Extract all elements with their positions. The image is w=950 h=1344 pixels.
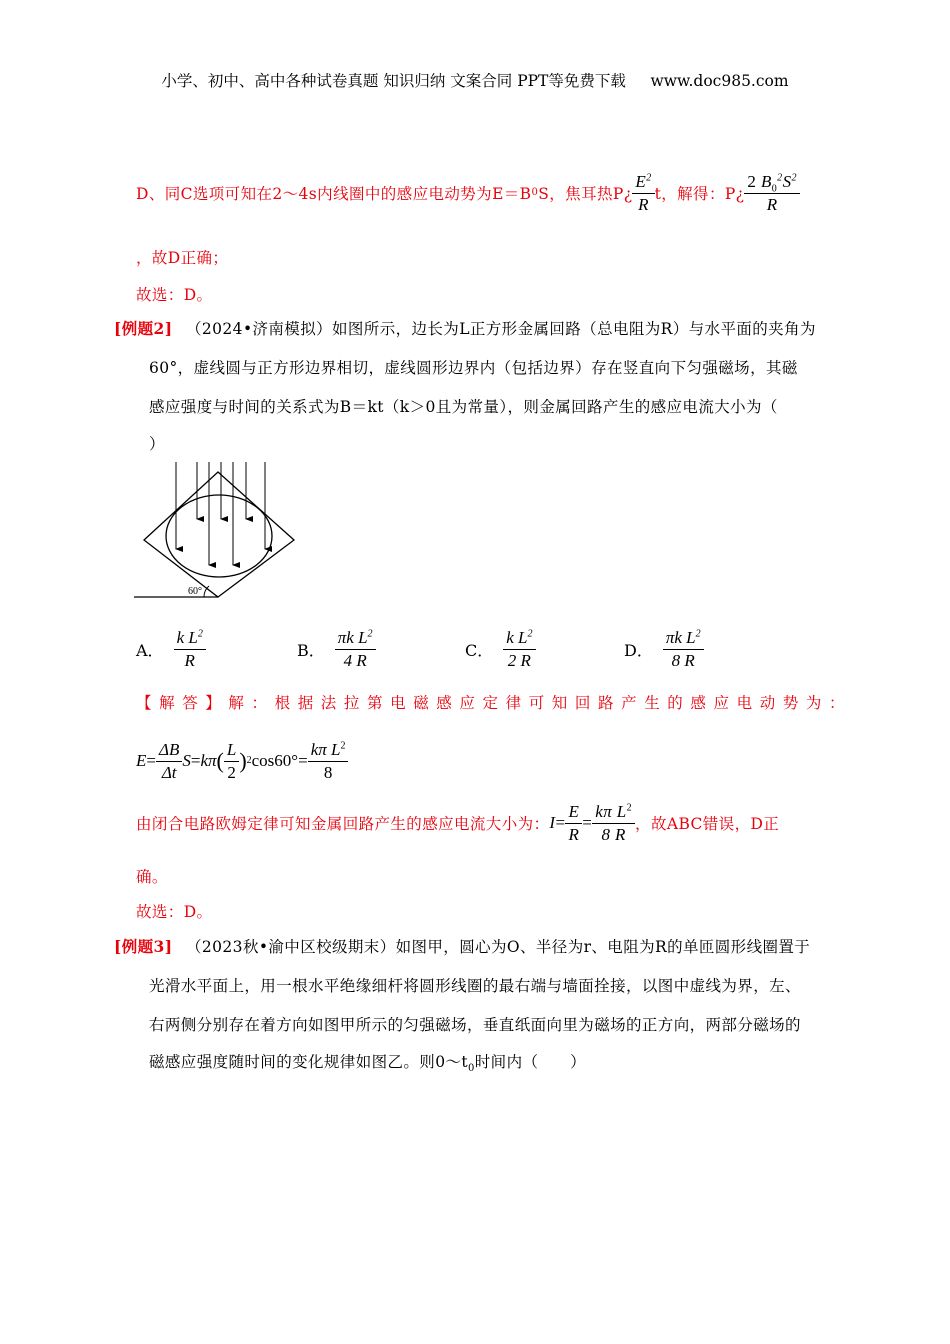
option-b-letter: B． (297, 640, 325, 660)
example-3-label: [例题3] (114, 937, 173, 956)
part-d-line: D、同C选项可知在2～4s内线圈中的感应电动势为E＝B 0 S，焦耳热P¿ $\frac{E^2}{R}$ t，解得：P¿ $\frac{2 B_0^2S^2}{R}$ (136, 172, 800, 214)
example-2-line-1: （2024•济南模拟）如图所示，边长为L正方形金属回路（总电阻为R）与水平面的夹角为 (186, 320, 816, 338)
option-d-formula: $\frac{\pi k L^2}{8 R}$ (663, 628, 704, 670)
example-3-line-2: 光滑水平面上，用一根水平绝缘细杆将圆形线圈的最右端与墙面拴接，以图中虚线为界，左、 (149, 977, 801, 995)
option-a-letter: A． (136, 640, 164, 660)
option-b[interactable] (297, 628, 376, 670)
example-2-label: [例题2] (114, 319, 173, 338)
part-d-after: t，解得：P¿ (654, 185, 745, 204)
solution-line-3: 确。 (136, 868, 168, 886)
part-d-intro: D、同C选项可知在2～4s内线圈中的感应电动势为E＝B (136, 185, 532, 204)
page-header: 小学、初中、高中各种试卷真题 知识归纳 文案合同 PPT等免费下载 www.doc985.com (161, 72, 789, 90)
option-c-letter: C． (465, 640, 494, 660)
option-a-formula: $\frac{k L^2}{R}$ (174, 628, 206, 670)
emf-equation: E = $\frac{\Delta B}{\Delta t}$ S = kπ ( $\frac{L}{2}$ ) 2 cos60° = $\frac{k\pi L^2}{8}$ (136, 740, 348, 782)
current-line: 由闭合电路欧姆定律可知金属回路产生的感应电流大小为： I = $\frac{E}{R}$ = $\frac{k\pi L^2}{8 R}$ ，故ABC错误，D正 (136, 802, 780, 844)
example-3-line-1: （2023秋•渝中区校级期末）如图甲，圆心为O、半径为r、电阻为R的单匝圆形线圈置于 (186, 938, 811, 956)
fraction-e2-over-r: $\frac{E^2}{R}$ (632, 172, 654, 214)
option-a[interactable] (136, 628, 206, 670)
magnetic-field-circle (166, 495, 272, 577)
example-2-line-3: 感应强度与时间的关系式为B＝kt（k＞0且为常量），则金属回路产生的感应电流大小为（ (149, 398, 778, 416)
fraction-power: $\frac{2 B_0^2S^2}{R}$ (744, 172, 799, 214)
example-2-line-2: 60°，虚线圆与正方形边界相切，虚线圆形边界内（包括边界）存在竖直向下匀强磁场，其磁 (149, 359, 798, 377)
part-d-mid: S，焦耳热P¿ (538, 185, 633, 204)
option-d[interactable] (624, 628, 704, 670)
option-b-formula: $\frac{\pi k L^2}{4 R}$ (335, 628, 376, 670)
option-c[interactable] (465, 628, 536, 670)
angle-label: 60° (188, 586, 202, 597)
solution-head: 【解答】解：根据法拉第电磁感应定律可知回路产生的感应电动势为： (136, 694, 853, 712)
part-d-answer: 故选：D。 (136, 286, 213, 304)
square-loop-figure (130, 458, 300, 604)
example-2-line-4: ） (149, 435, 165, 453)
solution-answer: 故选：D。 (136, 903, 213, 921)
example-3-line-3: 右两侧分别存在着方向如图甲所示的匀强磁场，垂直纸面向里为磁场的正方向，两部分磁场的 (149, 1016, 801, 1034)
option-c-formula: $\frac{k L^2}{2 R}$ (503, 628, 535, 670)
example-3-line-4: 磁感应强度随时间的变化规律如图乙。则$0\sim t_0$时间内（ ） (149, 1053, 587, 1075)
option-d-letter: D． (624, 640, 653, 660)
part-d-tail: ，故D正确； (136, 249, 229, 267)
